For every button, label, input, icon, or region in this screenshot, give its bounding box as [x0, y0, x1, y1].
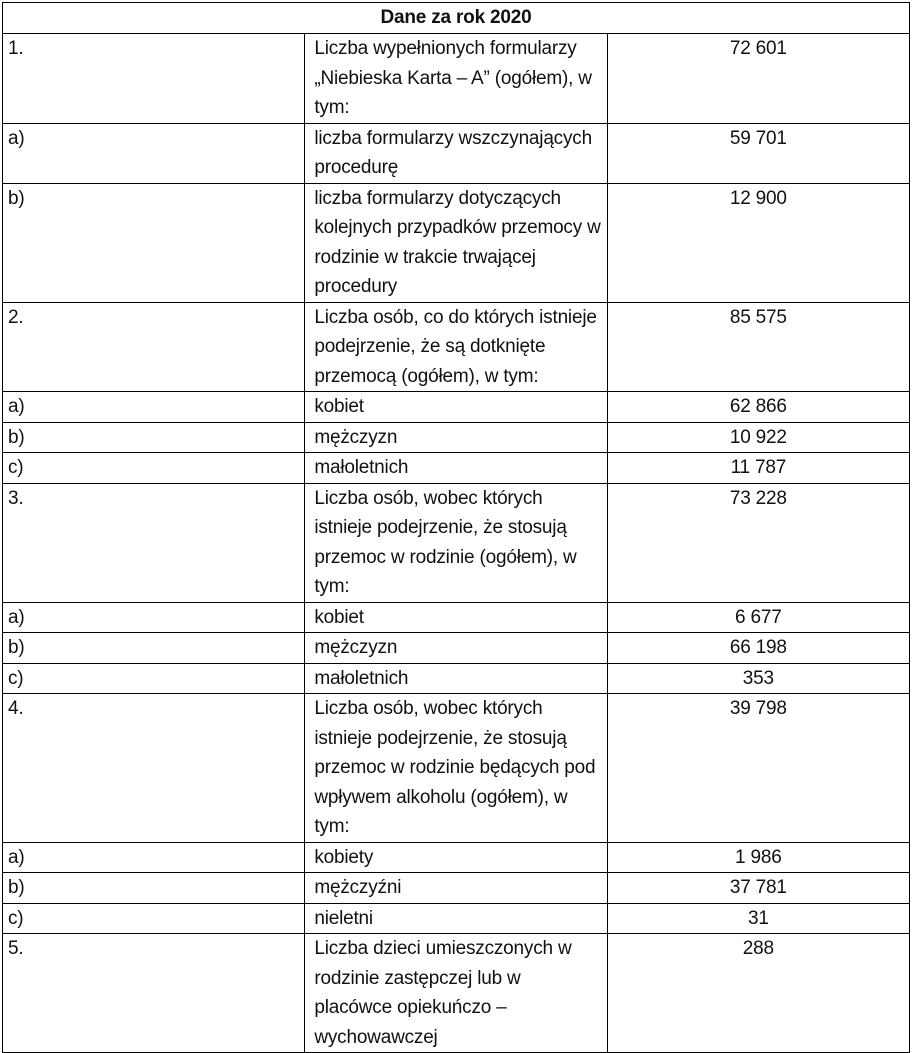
row-description: Liczba wypełnionych formularzy „Niebieska Karta – A” (ogółem), w tym:: [305, 34, 607, 124]
table-row: [3, 633, 910, 664]
row-marker: c): [3, 453, 305, 484]
row-value: 10 922: [607, 422, 909, 453]
row-marker: b): [3, 183, 305, 302]
row-value: 353: [607, 663, 909, 694]
row-marker: a): [3, 123, 305, 183]
row-value: 62 866: [607, 392, 909, 423]
table-row: [3, 903, 910, 934]
row-description: nieletni: [305, 903, 607, 934]
row-value: 66 198: [607, 633, 909, 664]
table-row: [3, 422, 910, 453]
row-description: mężczyzn: [305, 422, 607, 453]
table-row: [3, 302, 910, 392]
row-marker: 5.: [3, 934, 305, 1053]
row-description: liczba formularzy wszczynających procedurę: [305, 123, 607, 183]
row-value: 11 787: [607, 453, 909, 484]
row-value: 31: [607, 903, 909, 934]
statistics-table: [2, 2, 910, 1053]
row-description: małoletnich: [305, 453, 607, 484]
table-row: [3, 873, 910, 904]
row-description: małoletnich: [305, 663, 607, 694]
table-row: [3, 123, 910, 183]
table-row: [3, 183, 910, 302]
table-title-row: [3, 3, 910, 34]
row-value: 37 781: [607, 873, 909, 904]
row-marker: 4.: [3, 694, 305, 843]
row-value: 6 677: [607, 602, 909, 633]
row-marker: b): [3, 422, 305, 453]
table-row: [3, 602, 910, 633]
row-marker: 1.: [3, 34, 305, 124]
row-marker: b): [3, 873, 305, 904]
table-row: [3, 663, 910, 694]
row-value: 39 798: [607, 694, 909, 843]
row-description: mężczyzn: [305, 633, 607, 664]
table-row: [3, 483, 910, 602]
row-value: 73 228: [607, 483, 909, 602]
row-description: Liczba osób, wobec których istnieje podejrzenie, że stosują przemoc w rodzinie (ogółem), w tym:: [305, 483, 607, 602]
row-value: 288: [607, 934, 909, 1053]
table-row: [3, 842, 910, 873]
table-row: [3, 934, 910, 1053]
row-value: 72 601: [607, 34, 909, 124]
row-value: 12 900: [607, 183, 909, 302]
row-marker: 2.: [3, 302, 305, 392]
row-description: Liczba osób, wobec których istnieje podejrzenie, że stosują przemoc w rodzinie będących pod wpływem alkoholu (ogółem), w tym:: [305, 694, 607, 843]
row-marker: c): [3, 663, 305, 694]
row-description: mężczyźni: [305, 873, 607, 904]
table-row: [3, 392, 910, 423]
row-description: Liczba dzieci umieszczonych w rodzinie zastępczej lub w placówce opiekuńczo – wychowawczej: [305, 934, 607, 1053]
row-value: 1 986: [607, 842, 909, 873]
row-marker: a): [3, 842, 305, 873]
row-description: Liczba osób, co do których istnieje podejrzenie, że są dotknięte przemocą (ogółem), w tym:: [305, 302, 607, 392]
row-value: 85 575: [607, 302, 909, 392]
row-marker: a): [3, 392, 305, 423]
row-marker: a): [3, 602, 305, 633]
row-marker: c): [3, 903, 305, 934]
table-row: [3, 34, 910, 124]
row-description: kobiet: [305, 602, 607, 633]
row-description: kobiet: [305, 392, 607, 423]
row-value: 59 701: [607, 123, 909, 183]
row-marker: b): [3, 633, 305, 664]
row-description: liczba formularzy dotyczących kolejnych przypadków przemocy w rodzinie w trakcie trwającej procedury: [305, 183, 607, 302]
row-marker: 3.: [3, 483, 305, 602]
row-description: kobiety: [305, 842, 607, 873]
table-title: Dane za rok 2020: [3, 3, 910, 34]
table-row: [3, 453, 910, 484]
